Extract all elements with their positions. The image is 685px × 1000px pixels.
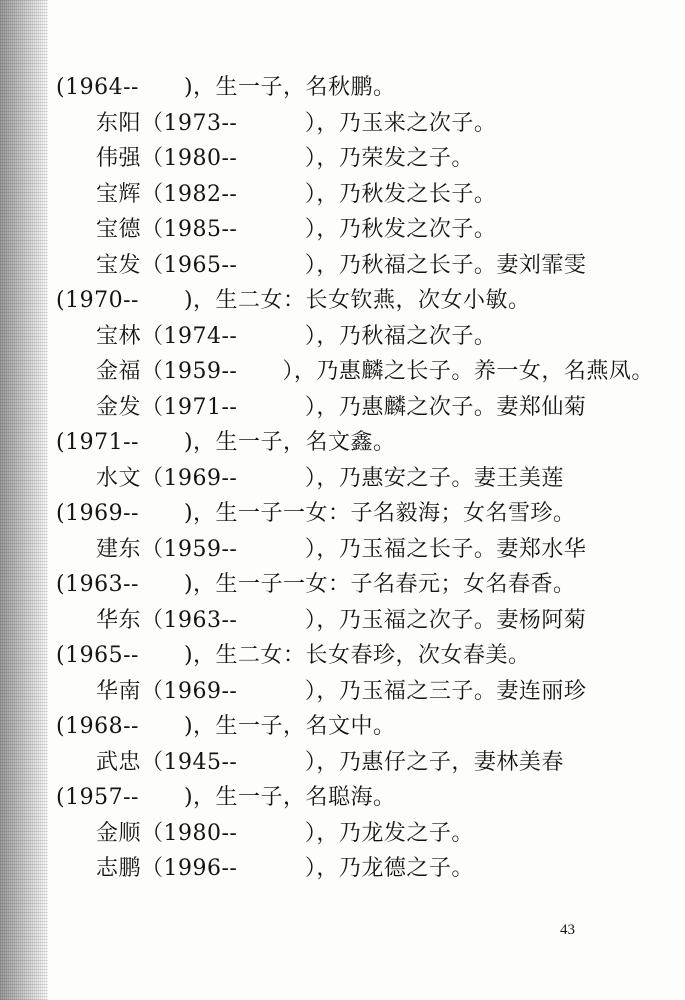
text-line-5: 宝德（1985-- ），乃秋发之次子。 [96, 217, 497, 242]
text-line-6: 宝发（1965-- ），乃秋福之长子。妻刘霏雯 [96, 253, 587, 278]
page-number: 43 [560, 922, 575, 938]
text-line-20: 武忠（1945-- ），乃惠仔之子，妻林美春 [96, 750, 564, 775]
text-line-18: 华南（1969-- ），乃玉福之三子。妻连丽珍 [96, 679, 587, 704]
text-line-12: 水文（1969-- ），乃惠安之子。妻王美莲 [96, 466, 564, 491]
text-line-17: (1965-- )，生二女：长女春珍，次女春美。 [56, 643, 531, 668]
text-line-4: 宝辉（1982-- ），乃秋发之长子。 [96, 182, 497, 207]
text-line-3: 伟强（1980-- ），乃荣发之子。 [96, 146, 474, 171]
text-line-16: 华东（1963-- ），乃玉福之次子。妻杨阿菊 [96, 608, 587, 633]
text-line-14: 建东（1959-- ），乃玉福之长子。妻郑水华 [96, 537, 587, 562]
text-line-22: 金顺（1980-- ），乃龙发之子。 [96, 821, 474, 846]
text-line-1: (1964-- )，生一子，名秋鹏。 [56, 75, 396, 100]
text-line-7: (1970-- )，生二女：长女钦燕，次女小敏。 [56, 288, 531, 313]
text-line-15: (1963-- )，生一子一女：子名春元；女名春香。 [56, 572, 576, 597]
text-line-21: (1957-- )，生一子，名聪海。 [56, 785, 396, 810]
text-line-8: 宝林（1974-- ），乃秋福之次子。 [96, 324, 497, 349]
scan-binding-shadow [0, 0, 48, 1000]
text-line-9: 金福（1959-- ），乃惠麟之长子。养一女，名燕凤。 [96, 359, 654, 384]
text-line-10: 金发（1971-- ），乃惠麟之次子。妻郑仙菊 [96, 395, 587, 420]
text-line-13: (1969-- )，生一子一女：子名毅海；女名雪珍。 [56, 501, 576, 526]
text-line-23: 志鹏（1996-- ），乃龙德之子。 [96, 856, 474, 881]
text-line-11: (1971-- )，生一子，名文鑫。 [56, 430, 396, 455]
text-line-19: (1968-- )，生一子，名文中。 [56, 714, 396, 739]
text-line-2: 东阳（1973-- ），乃玉来之次子。 [96, 111, 497, 136]
